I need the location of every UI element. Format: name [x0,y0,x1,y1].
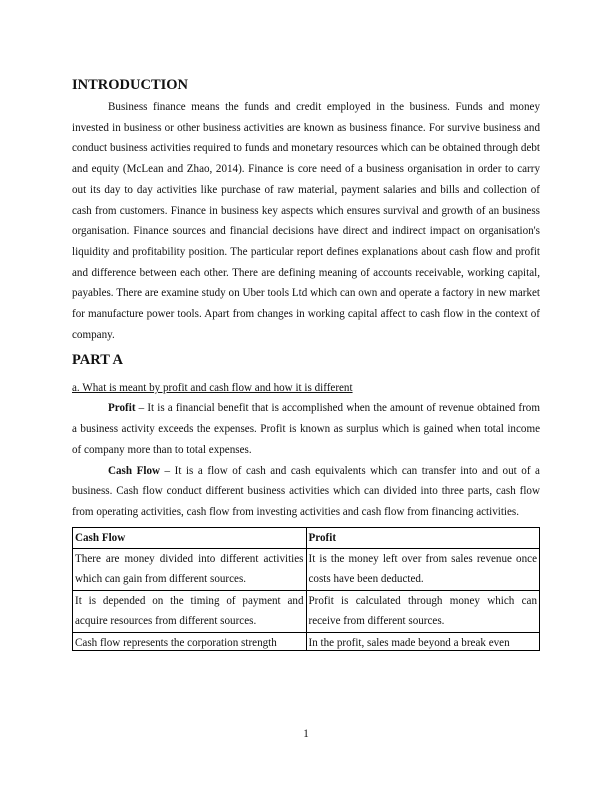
profit-paragraph [72,398,540,460]
table-row [73,632,540,650]
table-row [73,590,540,632]
part-a-heading: PART A [72,352,123,369]
table-header-row [73,527,540,548]
part-a-subheading: a. What is meant by profit and cash flow and how it is different [72,382,353,395]
page-number: 1 [303,728,309,740]
introduction-paragraph: Business finance means the funds and credit employed in the business. Funds and money invested in business or other business activities are known as business finance. For survive business and conduct business activities required to funds and monetary resources which can be obtained through debt and equity (McLean and Zhao, 2014). Finance is core need of a business organisation in order to carry out its day to day activities like purchase of raw material, payment salaries and bills and collection of cash from customers. Finance in business key aspects which ensures survival and growth of an business organisation. Finance sources and financial decisions have direct and indirect impact on organisation's liquidity and profitability position. The particular report defines explanations about cash flow and profit and difference between each other. There are defining meaning of accounts receivable, working capital, payables. There are examine study on Uber tools Ltd which can own and operate a factory in new market for manufacture power tools. Apart from changes in working capital affect to cash flow in the context of company. [72,101,540,341]
table-row [73,549,540,591]
profit-definition: – It is a financial benefit that is accomplished when the amount of revenue obtained from a business activity exceeds the expenses. Profit is known as surplus which is gained when total income of company more than to total expenses. [72,402,540,456]
document-page [72,76,540,651]
table-cell [73,632,307,650]
table-cell-text: In the profit, sales made beyond a break even [308,636,510,649]
table-cell: There are money divided into different activities which can gain from different sources. [73,549,307,591]
comparison-table [72,527,540,651]
table-header-cash-flow: Cash Flow [73,527,307,548]
cashflow-definition: – It is a flow of cash and cash equivalents which can transfer into and out of a business. Cash flow conduct different business activities which can divided into three parts, cash flow from operating activities, cash flow from investing activities and cash flow from financing activities. [72,464,540,518]
cashflow-paragraph [72,461,540,523]
table-header-profit: Profit [306,527,540,548]
table-cell [306,632,540,650]
table-cell: It is depended on the timing of payment and acquire resources from different sources. [73,590,307,632]
profit-term: Profit [108,402,136,415]
table-cell: It is the money left over from sales revenue once costs have been deducted. [306,549,540,591]
cashflow-term: Cash Flow [108,464,161,477]
introduction-heading: INTRODUCTION [72,77,189,93]
table-cell-text: Cash flow represents the corporation strength [75,636,277,649]
table-cell: Profit is calculated through money which can receive from different sources. [306,590,540,632]
